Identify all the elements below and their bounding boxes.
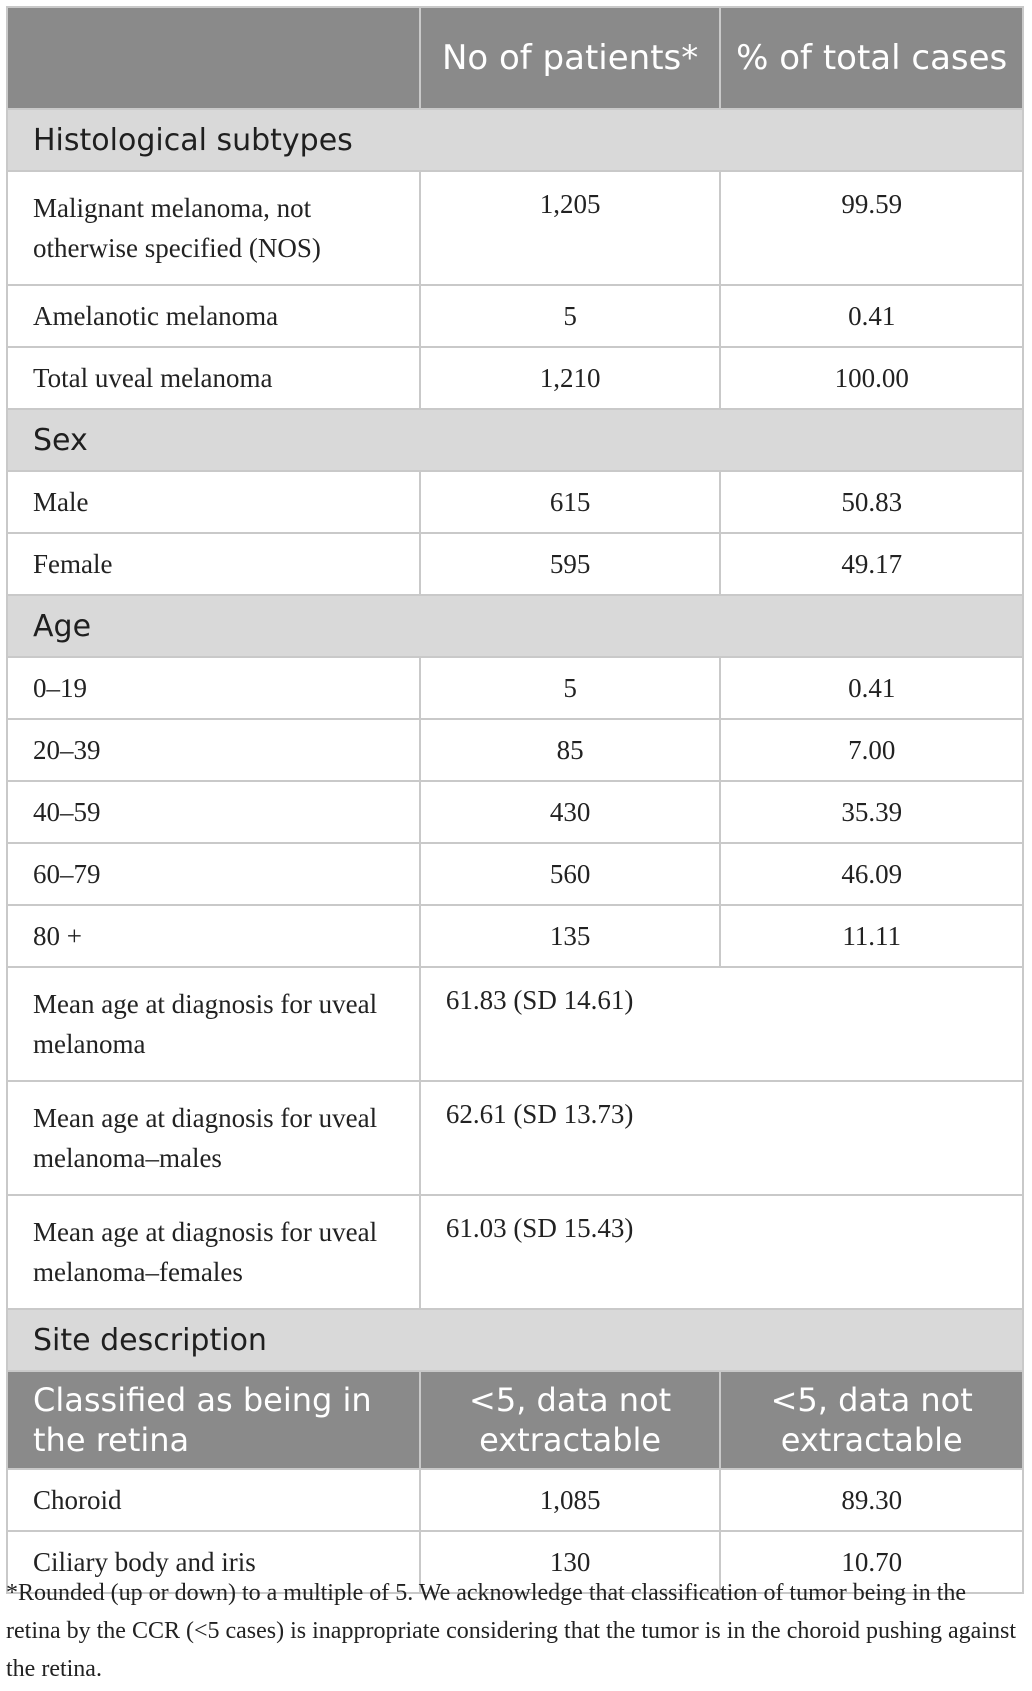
patient-count: <5, data not extractable [420,1371,721,1469]
patient-count: 1,085 [420,1469,721,1531]
row-label: Female [7,533,420,595]
table-row [7,905,1023,967]
row-label: Amelanotic melanoma [7,285,420,347]
mean-age-row [7,1081,1023,1195]
percent-value: 100.00 [720,347,1023,409]
section-row-age [7,595,1023,657]
mean-age-value: 62.61 (SD 13.73) [420,1081,1023,1195]
row-label: 80 + [7,905,420,967]
table-footnote: *Rounded (up or down) to a multiple of 5. We acknowledge that classification of tumor being in the retina by the CCR (<5 cases) is inappropriate considering that the tumor is in the choroid pushing against the retina. [6,1580,1016,1682]
patient-count: 595 [420,533,721,595]
row-label: 60–79 [7,843,420,905]
row-label: Classified as being in the retina [7,1371,420,1469]
table-row [7,533,1023,595]
patient-count: 5 [420,285,721,347]
row-label: 40–59 [7,781,420,843]
table-row [7,171,1023,285]
patient-count: 85 [420,719,721,781]
section-title: Sex [7,409,1023,471]
patient-count: 615 [420,471,721,533]
percent-value: 10.70 [720,1531,1023,1593]
table-row [7,657,1023,719]
table-row [7,719,1023,781]
section-title: Histological subtypes [7,109,1023,171]
percent-value: 35.39 [720,781,1023,843]
mean-age-row [7,967,1023,1081]
table-row-retina [7,1371,1023,1469]
table-row [7,347,1023,409]
table-row [7,781,1023,843]
percent-value: 49.17 [720,533,1023,595]
percent-value: 0.41 [720,657,1023,719]
mean-age-value: 61.83 (SD 14.61) [420,967,1023,1081]
percent-value: 89.30 [720,1469,1023,1531]
header-empty-cell [7,7,420,109]
patient-count: 130 [420,1531,721,1593]
percent-value: 99.59 [720,171,1023,285]
table-row [7,471,1023,533]
row-label: Malignant melanoma, not otherwise specified (NOS) [7,171,420,285]
row-label: 0–19 [7,657,420,719]
patient-count: 1,205 [420,171,721,285]
table-row [7,1469,1023,1531]
demographics-table [6,6,1024,1594]
section-row-histology [7,109,1023,171]
patient-count: 135 [420,905,721,967]
row-label: Total uveal melanoma [7,347,420,409]
table-header-row [7,7,1023,109]
mean-age-row [7,1195,1023,1309]
patient-count: 430 [420,781,721,843]
percent-value: 7.00 [720,719,1023,781]
header-no-of-patients: No of patients* [420,7,721,109]
patient-count: 1,210 [420,347,721,409]
row-label: Male [7,471,420,533]
row-label: Choroid [7,1469,420,1531]
row-label: 20–39 [7,719,420,781]
header-percent-total: % of total cases [720,7,1023,109]
row-label: Ciliary body and iris [7,1531,420,1593]
patient-count: 560 [420,843,721,905]
row-label: Mean age at diagnosis for uveal melanoma–females [7,1195,420,1309]
table-row [7,285,1023,347]
mean-age-value: 61.03 (SD 15.43) [420,1195,1023,1309]
section-title: Site description [7,1309,1023,1371]
section-row-sex [7,409,1023,471]
percent-value: 11.11 [720,905,1023,967]
table-row [7,843,1023,905]
percent-value: 0.41 [720,285,1023,347]
section-title: Age [7,595,1023,657]
percent-value: <5, data not extractable [720,1371,1023,1469]
section-row-site [7,1309,1023,1371]
percent-value: 46.09 [720,843,1023,905]
patient-count: 5 [420,657,721,719]
percent-value: 50.83 [720,471,1023,533]
row-label: Mean age at diagnosis for uveal melanoma [7,967,420,1081]
row-label: Mean age at diagnosis for uveal melanoma–males [7,1081,420,1195]
